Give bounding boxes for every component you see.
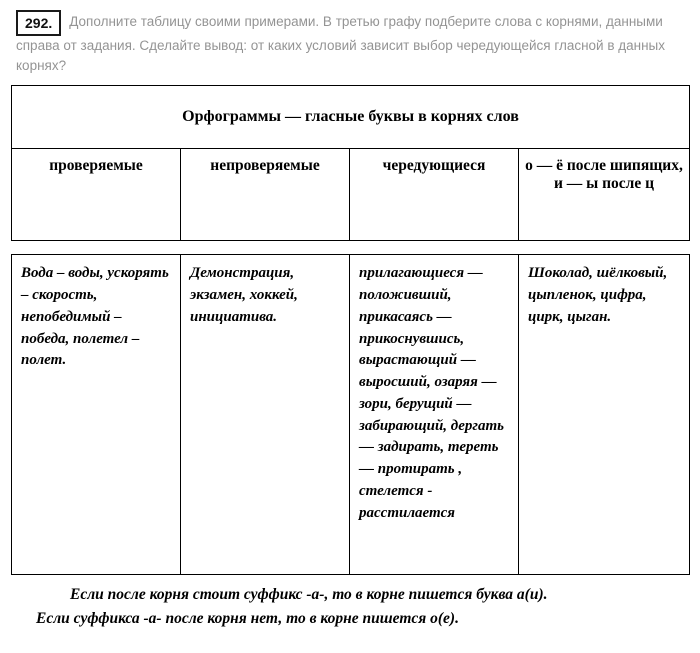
table-header-row [12, 149, 690, 241]
cell-o-yo-examples: Шоколад, шёлковый, цыпленок, цифра, цирк, цыган. [519, 255, 690, 575]
column-header-o-yo: о — ё после шипящих, и — ы после ц [519, 149, 690, 241]
column-header-proveryaemye: проверяемые [12, 149, 181, 241]
exercise-header [16, 10, 686, 75]
orthogram-table-header [11, 85, 690, 241]
conclusion-block [10, 583, 690, 631]
task-text: Дополните таблицу своими примерами. В третью графу подберите слова с корнями, данными справа от задания. Сделайте вывод: от каких условий зависит выбор чередующейся гласной в данных корнях? [16, 14, 666, 73]
table-body-row [12, 255, 690, 575]
table-title-row [12, 86, 690, 149]
table-title: Орфограммы — гласные буквы в корнях слов [12, 86, 690, 149]
column-header-neproveryaemye: непроверяемые [181, 149, 350, 241]
exercise-number: 292. [16, 10, 61, 36]
cell-chereduyushchiesya-examples: прилагающиеся — положивший, прикасаясь — прикоснувшись, вырастающий — выросший, озаряя — зори, берущий — забирающий, дергать — задирать, тереть — протирать , стелется - расстилается [350, 255, 519, 575]
orthogram-table-body [11, 254, 690, 575]
cell-neproveryaemye-examples: Демонстрация, экзамен, хоккей, инициатива. [181, 255, 350, 575]
conclusion-line-2: Если суффикса -а- после корня нет, то в корне пишется о(е). [36, 610, 459, 628]
conclusion-line-1: Если после корня стоит суффикс -а-, то в корне пишется буква а(и). [70, 586, 548, 604]
column-header-chereduyushchiesya: чередующиеся [350, 149, 519, 241]
cell-proveryaemye-examples: Вода – воды, ускорять – скорость, непобедимый – победа, полетел – полет. [12, 255, 181, 575]
